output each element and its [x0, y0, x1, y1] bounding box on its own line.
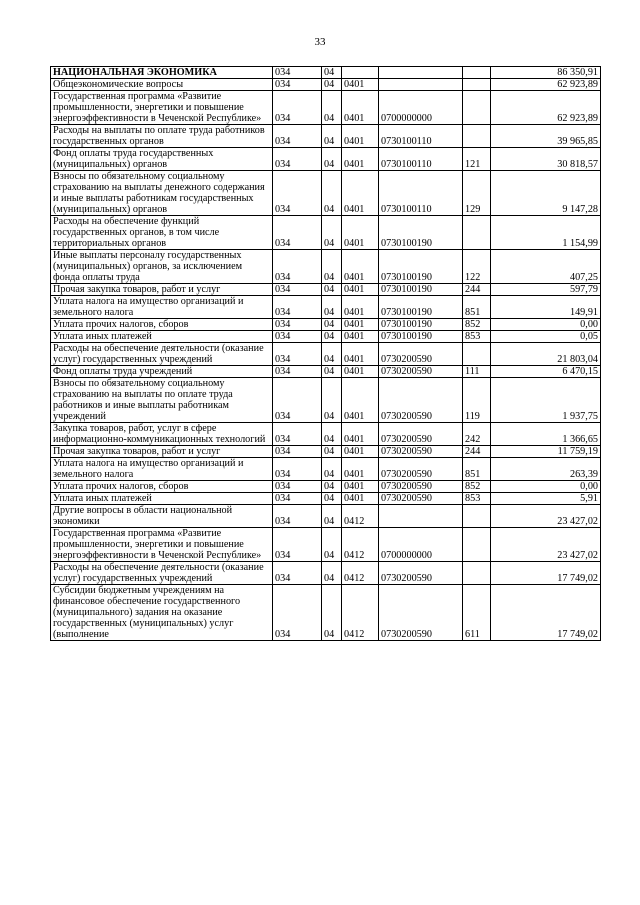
table-row — [51, 423, 601, 446]
row-target-code: 0730200590 — [379, 378, 463, 423]
row-target-code: 0730200590 — [379, 493, 463, 505]
table-row — [51, 216, 601, 250]
row-ministry-code: 034 — [273, 585, 322, 641]
row-name: Уплата налога на имущество организаций и земельного налога — [51, 458, 273, 481]
row-name: Расходы на обеспечение функций государственных органов, в том числе территориальных органов — [51, 216, 273, 250]
row-section-code: 04 — [322, 366, 342, 378]
row-expense-type-code — [463, 67, 491, 79]
row-name: Общеэкономические вопросы — [51, 79, 273, 91]
row-name: Расходы на обеспечение деятельности (оказание услуг) государственных учреждений — [51, 562, 273, 585]
table-row — [51, 250, 601, 284]
row-expense-type-code: 242 — [463, 423, 491, 446]
table-row — [51, 284, 601, 296]
row-expense-type-code: 852 — [463, 319, 491, 331]
row-target-code — [379, 505, 463, 528]
row-expense-type-code: 129 — [463, 171, 491, 216]
row-target-code: 0730200590 — [379, 585, 463, 641]
table-row — [51, 481, 601, 493]
row-amount: 1 154,99 — [491, 216, 601, 250]
row-subsection-code: 0412 — [342, 562, 379, 585]
row-target-code: 0730200590 — [379, 562, 463, 585]
row-target-code — [379, 67, 463, 79]
table-row — [51, 366, 601, 378]
row-section-code: 04 — [322, 423, 342, 446]
row-amount: 62 923,89 — [491, 79, 601, 91]
row-target-code: 0730200590 — [379, 343, 463, 366]
row-target-code: 0700000000 — [379, 528, 463, 562]
row-expense-type-code: 611 — [463, 585, 491, 641]
row-subsection-code: 0401 — [342, 423, 379, 446]
row-subsection-code: 0401 — [342, 284, 379, 296]
row-section-code: 04 — [322, 148, 342, 171]
row-ministry-code: 034 — [273, 216, 322, 250]
row-expense-type-code: 851 — [463, 296, 491, 319]
row-expense-type-code: 852 — [463, 481, 491, 493]
row-expense-type-code: 853 — [463, 493, 491, 505]
row-subsection-code — [342, 67, 379, 79]
table-row — [51, 67, 601, 79]
table-row — [51, 148, 601, 171]
row-amount: 1 937,75 — [491, 378, 601, 423]
row-subsection-code: 0401 — [342, 493, 379, 505]
table-row — [51, 331, 601, 343]
row-name: Прочая закупка товаров, работ и услуг — [51, 284, 273, 296]
row-name: Другие вопросы в области национальной экономики — [51, 505, 273, 528]
table-row — [51, 562, 601, 585]
budget-table-body — [51, 67, 601, 641]
table-row — [51, 446, 601, 458]
row-ministry-code: 034 — [273, 366, 322, 378]
row-subsection-code: 0401 — [342, 378, 379, 423]
row-subsection-code: 0401 — [342, 250, 379, 284]
row-expense-type-code — [463, 91, 491, 125]
row-subsection-code: 0401 — [342, 331, 379, 343]
table-row — [51, 458, 601, 481]
row-amount: 407,25 — [491, 250, 601, 284]
row-ministry-code: 034 — [273, 528, 322, 562]
row-expense-type-code — [463, 79, 491, 91]
table-row — [51, 343, 601, 366]
row-subsection-code: 0401 — [342, 79, 379, 91]
row-name: Уплата прочих налогов, сборов — [51, 481, 273, 493]
row-expense-type-code: 119 — [463, 378, 491, 423]
row-amount: 17 749,02 — [491, 562, 601, 585]
row-amount: 0,00 — [491, 481, 601, 493]
row-section-code: 04 — [322, 343, 342, 366]
row-section-code: 04 — [322, 505, 342, 528]
table-row — [51, 505, 601, 528]
row-section-code: 04 — [322, 493, 342, 505]
row-ministry-code: 034 — [273, 505, 322, 528]
row-ministry-code: 034 — [273, 446, 322, 458]
row-ministry-code: 034 — [273, 423, 322, 446]
row-subsection-code: 0401 — [342, 446, 379, 458]
row-subsection-code: 0401 — [342, 343, 379, 366]
row-amount: 62 923,89 — [491, 91, 601, 125]
row-ministry-code: 034 — [273, 296, 322, 319]
row-amount: 597,79 — [491, 284, 601, 296]
row-name: Расходы на обеспечение деятельности (оказание услуг) государственных учреждений — [51, 343, 273, 366]
row-name: Закупка товаров, работ, услуг в сфере информационно-коммуникационных технологий — [51, 423, 273, 446]
row-ministry-code: 034 — [273, 481, 322, 493]
row-name: Уплата иных платежей — [51, 493, 273, 505]
row-subsection-code: 0401 — [342, 171, 379, 216]
row-subsection-code: 0412 — [342, 528, 379, 562]
row-target-code: 0730100190 — [379, 284, 463, 296]
row-name: Государственная программа «Развитие промышленности, энергетики и повышение энергоэффективности в Чеченской Республике» — [51, 528, 273, 562]
row-amount: 6 470,15 — [491, 366, 601, 378]
row-amount: 11 759,19 — [491, 446, 601, 458]
row-section-code: 04 — [322, 331, 342, 343]
row-ministry-code: 034 — [273, 331, 322, 343]
row-ministry-code: 034 — [273, 493, 322, 505]
row-expense-type-code — [463, 125, 491, 148]
row-section-code: 04 — [322, 125, 342, 148]
row-name: Уплата налога на имущество организаций и земельного налога — [51, 296, 273, 319]
row-expense-type-code — [463, 216, 491, 250]
row-section-code: 04 — [322, 284, 342, 296]
row-subsection-code: 0412 — [342, 505, 379, 528]
row-ministry-code: 034 — [273, 343, 322, 366]
row-section-code: 04 — [322, 296, 342, 319]
table-row — [51, 79, 601, 91]
row-subsection-code: 0412 — [342, 585, 379, 641]
row-expense-type-code: 121 — [463, 148, 491, 171]
budget-table — [50, 66, 601, 641]
table-row — [51, 171, 601, 216]
page-number: 33 — [314, 36, 326, 48]
row-amount: 149,91 — [491, 296, 601, 319]
row-expense-type-code — [463, 528, 491, 562]
row-expense-type-code: 244 — [463, 284, 491, 296]
row-amount: 23 427,02 — [491, 505, 601, 528]
row-name: Государственная программа «Развитие промышленности, энергетики и повышение энергоэффективности в Чеченской Республике» — [51, 91, 273, 125]
row-section-code: 04 — [322, 585, 342, 641]
row-ministry-code: 034 — [273, 250, 322, 284]
row-amount: 23 427,02 — [491, 528, 601, 562]
row-target-code: 0730200590 — [379, 458, 463, 481]
row-ministry-code: 034 — [273, 458, 322, 481]
row-name: Субсидии бюджетным учреждениям на финансовое обеспечение государственного (муниципального) задания на оказание государственных (муниципальных) услуг (выполнение — [51, 585, 273, 641]
row-target-code: 0730200590 — [379, 423, 463, 446]
row-target-code: 0730100190 — [379, 319, 463, 331]
row-name: Взносы по обязательному социальному страхованию на выплаты по оплате труда работников и иные выплаты работникам учреждений — [51, 378, 273, 423]
table-row — [51, 91, 601, 125]
row-ministry-code: 034 — [273, 319, 322, 331]
row-ministry-code: 034 — [273, 67, 322, 79]
row-ministry-code: 034 — [273, 284, 322, 296]
row-amount: 17 749,02 — [491, 585, 601, 641]
row-subsection-code: 0401 — [342, 458, 379, 481]
row-name: Иные выплаты персоналу государственных (муниципальных) органов, за исключением фонда оплаты труда — [51, 250, 273, 284]
row-expense-type-code: 244 — [463, 446, 491, 458]
row-section-code: 04 — [322, 562, 342, 585]
row-ministry-code: 034 — [273, 378, 322, 423]
row-target-code: 0730200590 — [379, 366, 463, 378]
row-expense-type-code: 111 — [463, 366, 491, 378]
row-subsection-code: 0401 — [342, 481, 379, 493]
table-row — [51, 125, 601, 148]
row-section-code: 04 — [322, 481, 342, 493]
row-subsection-code: 0401 — [342, 91, 379, 125]
row-expense-type-code: 853 — [463, 331, 491, 343]
row-name: Уплата прочих налогов, сборов — [51, 319, 273, 331]
row-ministry-code: 034 — [273, 562, 322, 585]
table-row — [51, 493, 601, 505]
row-amount: 0,00 — [491, 319, 601, 331]
row-amount: 0,05 — [491, 331, 601, 343]
row-amount: 1 366,65 — [491, 423, 601, 446]
row-amount: 21 803,04 — [491, 343, 601, 366]
row-section-code: 04 — [322, 528, 342, 562]
row-name: Прочая закупка товаров, работ и услуг — [51, 446, 273, 458]
row-section-code: 04 — [322, 250, 342, 284]
table-row — [51, 528, 601, 562]
row-amount: 39 965,85 — [491, 125, 601, 148]
row-section-code: 04 — [322, 216, 342, 250]
row-subsection-code: 0401 — [342, 366, 379, 378]
row-expense-type-code — [463, 505, 491, 528]
row-amount: 9 147,28 — [491, 171, 601, 216]
row-expense-type-code: 851 — [463, 458, 491, 481]
row-expense-type-code: 122 — [463, 250, 491, 284]
row-amount: 86 350,91 — [491, 67, 601, 79]
row-subsection-code: 0401 — [342, 319, 379, 331]
row-name: НАЦИОНАЛЬНАЯ ЭКОНОМИКА — [51, 67, 273, 79]
row-target-code — [379, 79, 463, 91]
row-ministry-code: 034 — [273, 171, 322, 216]
row-section-code: 04 — [322, 319, 342, 331]
row-target-code: 0700000000 — [379, 91, 463, 125]
row-section-code: 04 — [322, 67, 342, 79]
row-name: Взносы по обязательному социальному страхованию на выплаты денежного содержания и иные выплаты работникам государственных (муниципальных) органов — [51, 171, 273, 216]
row-section-code: 04 — [322, 378, 342, 423]
row-target-code: 0730100190 — [379, 296, 463, 319]
row-target-code: 0730200590 — [379, 446, 463, 458]
row-amount: 30 818,57 — [491, 148, 601, 171]
row-name: Фонд оплаты труда учреждений — [51, 366, 273, 378]
row-section-code: 04 — [322, 171, 342, 216]
row-target-code: 0730100110 — [379, 125, 463, 148]
row-subsection-code: 0401 — [342, 148, 379, 171]
row-ministry-code: 034 — [273, 125, 322, 148]
row-section-code: 04 — [322, 446, 342, 458]
row-ministry-code: 034 — [273, 91, 322, 125]
row-name: Фонд оплаты труда государственных (муниципальных) органов — [51, 148, 273, 171]
row-target-code: 0730200590 — [379, 481, 463, 493]
row-expense-type-code — [463, 343, 491, 366]
row-section-code: 04 — [322, 458, 342, 481]
row-section-code: 04 — [322, 79, 342, 91]
row-subsection-code: 0401 — [342, 125, 379, 148]
row-target-code: 0730100190 — [379, 216, 463, 250]
row-expense-type-code — [463, 562, 491, 585]
table-row — [51, 585, 601, 641]
row-target-code: 0730100190 — [379, 331, 463, 343]
row-section-code: 04 — [322, 91, 342, 125]
table-row — [51, 296, 601, 319]
row-target-code: 0730100110 — [379, 171, 463, 216]
row-ministry-code: 034 — [273, 79, 322, 91]
row-ministry-code: 034 — [273, 148, 322, 171]
table-row — [51, 319, 601, 331]
row-name: Расходы на выплаты по оплате труда работников государственных органов — [51, 125, 273, 148]
row-subsection-code: 0401 — [342, 216, 379, 250]
table-row — [51, 378, 601, 423]
row-name: Уплата иных платежей — [51, 331, 273, 343]
row-amount: 263,39 — [491, 458, 601, 481]
row-target-code: 0730100110 — [379, 148, 463, 171]
row-subsection-code: 0401 — [342, 296, 379, 319]
row-amount: 5,91 — [491, 493, 601, 505]
row-target-code: 0730100190 — [379, 250, 463, 284]
